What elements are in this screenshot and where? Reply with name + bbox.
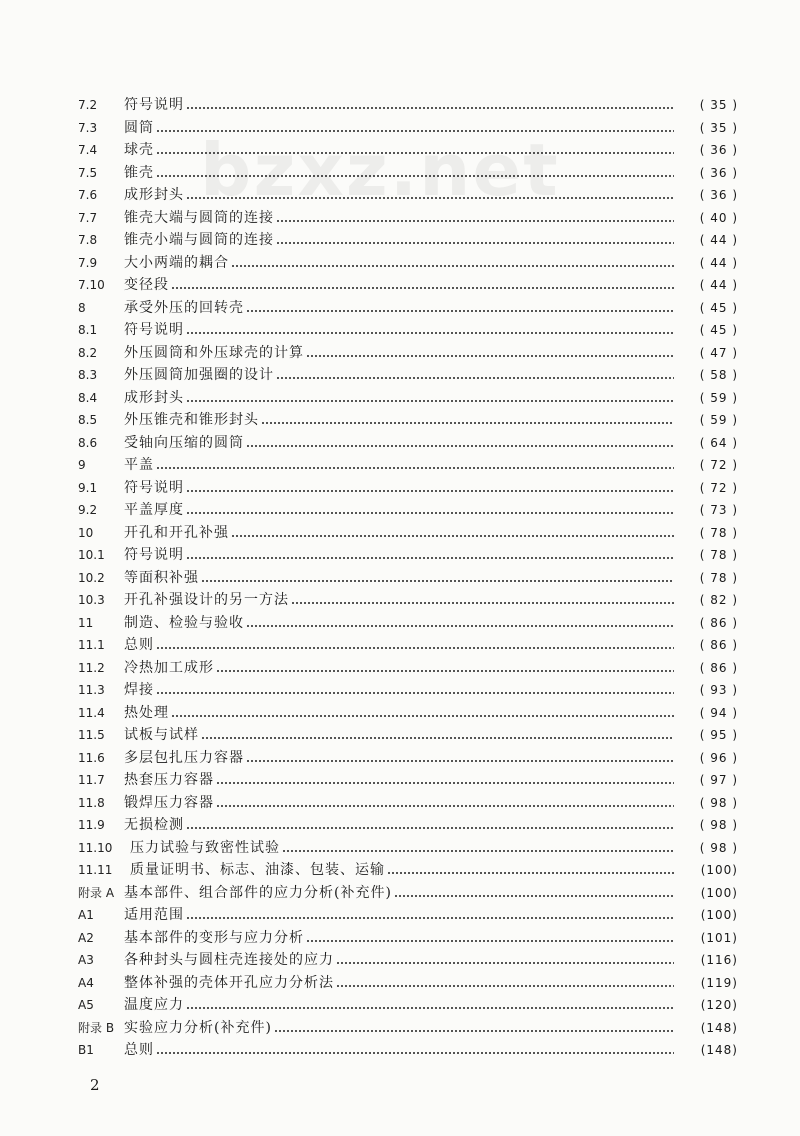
toc-entry-page: ( 64 ) [699,435,738,450]
toc-entry-page: ( 73 ) [699,503,738,517]
toc-entry-number: 附录 B [78,1020,115,1035]
toc-entry-page: (119) [700,975,738,990]
toc-entry-number: 8.3 [78,368,98,382]
toc-entry-number: A5 [78,998,94,1012]
toc-entry [78,994,738,1017]
toc-entry-number: 8.6 [78,435,98,450]
toc-entry [78,747,738,770]
toc-entry-title: 热套压力容器 [124,772,214,788]
toc-entry-number: 8 [78,300,86,315]
dot-leader [246,444,674,448]
dot-leader [274,1029,674,1033]
toc-entry-page: ( 86 ) [699,615,738,630]
dot-leader [216,781,674,785]
toc-entry-title: 球壳 [124,142,154,158]
toc-entry-number: 11.7 [78,773,105,787]
toc-entry-number: 10.2 [78,570,105,585]
toc-entry-page: ( 82 ) [699,593,738,607]
toc-entry [78,139,738,162]
toc-entry-page: ( 44 ) [699,233,738,247]
toc-entry-number: 7.5 [78,165,98,180]
toc-entry-number: 7.3 [78,120,98,135]
toc-entry-page: ( 36 ) [699,188,738,202]
toc-entry-page: ( 86 ) [699,638,738,652]
toc-entry [78,274,738,297]
toc-entry-title: 总则 [124,637,154,653]
toc-entry-page: ( 40 ) [699,210,738,225]
toc-entry-page: ( 72 ) [699,480,738,495]
toc-entry-page: ( 45 ) [699,300,738,315]
toc-entry-title: 符号说明 [124,322,184,338]
table-of-contents [78,94,738,1062]
toc-entry-page: (100) [700,908,738,922]
toc-entry-number: A1 [78,908,94,922]
toc-entry [78,387,738,410]
toc-entry-page: ( 36 ) [699,165,738,180]
dot-leader [246,624,674,628]
dot-leader [186,1006,674,1010]
toc-entry-number: 8.2 [78,345,98,360]
toc-entry [78,522,738,545]
toc-entry-title: 锥壳大端与圆筒的连接 [124,209,274,226]
toc-entry-title: 总则 [124,1042,154,1058]
dot-leader [201,579,674,583]
dot-leader [276,241,674,245]
toc-entry-page: (100) [700,885,738,900]
dot-leader [306,939,674,943]
toc-entry-title: 质量证明书、标志、油漆、包装、运输 [130,862,385,878]
toc-entry [78,837,738,860]
toc-entry [78,949,738,972]
dot-leader [186,489,674,493]
dot-leader [231,264,674,268]
toc-entry [78,657,738,680]
toc-entry-number: 7.4 [78,143,98,157]
dot-leader [186,331,674,335]
toc-entry [78,207,738,230]
toc-entry-page: ( 94 ) [699,705,738,720]
toc-entry-title: 成形封头 [124,187,184,203]
dot-leader [336,961,674,965]
dot-leader [156,691,674,695]
dot-leader [394,894,674,898]
toc-entry-number: 11.5 [78,728,105,742]
dot-leader [216,669,674,673]
toc-entry-title: 锥壳小端与圆筒的连接 [124,232,274,248]
dot-leader [291,601,674,605]
toc-entry-title: 符号说明 [124,97,184,113]
toc-entry [78,1017,738,1040]
toc-entry-title: 基本部件的变形与应力分析 [124,929,304,946]
toc-entry [78,814,738,837]
toc-entry-title: 大小两端的耦合 [124,254,229,271]
toc-entry [78,612,738,635]
toc-entry-page: (148) [700,1020,738,1035]
dot-leader [156,129,674,133]
toc-entry-page: ( 78 ) [699,525,738,540]
dot-leader [201,736,674,740]
toc-entry-page: (148) [700,1043,738,1057]
toc-entry-page: ( 95 ) [699,728,738,742]
dot-leader [246,309,674,313]
toc-entry-number: A4 [78,975,94,990]
dot-leader [306,354,674,358]
toc-entry-page: ( 45 ) [699,323,738,337]
toc-entry-page: ( 78 ) [699,570,738,585]
toc-entry-page: ( 36 ) [699,143,738,157]
toc-entry-page: ( 72 ) [699,458,738,472]
dot-leader [336,984,674,988]
toc-entry-number: 11.10 [78,840,113,855]
toc-entry [78,792,738,815]
toc-entry-page: ( 58 ) [699,368,738,382]
toc-entry [78,342,738,365]
dot-leader [387,871,674,875]
toc-entry [78,432,738,455]
dot-leader [246,759,674,763]
toc-entry-title: 外压圆筒和外压球壳的计算 [124,344,304,361]
toc-entry-title: 冷热加工成形 [124,659,214,676]
toc-entry-page: ( 35 ) [699,98,738,112]
toc-entry [78,882,738,905]
toc-entry-number: 9.1 [78,480,98,495]
toc-entry-page: ( 47 ) [699,345,738,360]
toc-entry-number: A3 [78,953,94,967]
toc-entry-title: 圆筒 [124,119,154,136]
toc-entry-title: 基本部件、组合部件的应力分析(补充件) [124,884,392,901]
toc-entry-title: 符号说明 [124,547,184,563]
toc-entry [78,589,738,612]
toc-entry-number: 7.9 [78,255,98,270]
toc-entry-title: 平盖 [124,457,154,473]
toc-entry-number: B1 [78,1043,94,1057]
toc-entry-number: 8.5 [78,413,98,427]
toc-entry-title: 符号说明 [124,479,184,496]
toc-entry-number: 10 [78,525,94,540]
toc-entry [78,162,738,185]
toc-entry [78,634,738,657]
dot-leader [186,556,674,560]
toc-entry [78,702,738,725]
toc-entry [78,229,738,252]
toc-entry-number: 7.10 [78,278,105,292]
toc-entry [78,319,738,342]
page-number: 2 [90,1076,100,1094]
toc-entry [78,544,738,567]
dot-leader [261,421,674,425]
toc-entry-title: 整体补强的壳体开孔应力分析法 [124,974,334,991]
toc-entry-number: 7.2 [78,98,98,112]
toc-entry-number: 8.4 [78,390,98,405]
toc-entry-title: 等面积补强 [124,569,199,586]
toc-entry [78,184,738,207]
toc-entry-title: 受轴向压缩的圆筒 [124,434,244,451]
toc-entry-number: 11.3 [78,683,105,697]
toc-entry-title: 开孔和开孔补强 [124,524,229,541]
toc-entry-page: ( 35 ) [699,120,738,135]
toc-entry-number: 11.4 [78,705,105,720]
toc-entry [78,972,738,995]
toc-entry-number: 11.9 [78,818,105,832]
toc-entry-page: (100) [700,863,738,877]
dot-leader [276,219,674,223]
toc-entry-title: 开孔补强设计的另一方法 [124,592,289,608]
toc-entry-title: 锻焊压力容器 [124,794,214,811]
dot-leader [186,399,674,403]
toc-entry-title: 承受外压的回转壳 [124,299,244,316]
toc-entry [78,769,738,792]
toc-entry [78,364,738,387]
toc-entry [78,94,738,117]
toc-entry [78,252,738,275]
toc-entry-page: ( 98 ) [699,795,738,810]
dot-leader [156,466,674,470]
toc-entry [78,567,738,590]
toc-entry-title: 温度应力 [124,997,184,1013]
toc-entry-number: 8.1 [78,323,98,337]
toc-entry-number: 10.1 [78,548,105,562]
toc-entry-title: 各种封头与圆柱壳连接处的应力 [124,952,334,968]
toc-entry-title: 锥壳 [124,164,154,181]
toc-entry-page: ( 86 ) [699,660,738,675]
toc-entry [78,904,738,927]
toc-entry [78,859,738,882]
dot-leader [156,1051,674,1055]
toc-entry-page: ( 93 ) [699,683,738,697]
dot-leader [171,714,674,718]
dot-leader [156,174,674,178]
dot-leader [231,534,674,538]
toc-entry-number: 7.8 [78,233,98,247]
toc-entry [78,409,738,432]
dot-leader [276,376,674,380]
toc-entry [78,454,738,477]
toc-entry-title: 成形封头 [124,389,184,406]
toc-entry [78,117,738,140]
toc-entry-number: A2 [78,930,94,945]
dot-leader [186,106,674,110]
toc-entry-number: 9 [78,458,86,472]
dot-leader [186,826,674,830]
toc-entry-title: 平盖厚度 [124,502,184,518]
toc-entry-title: 多层包扎压力容器 [124,749,244,766]
toc-entry [78,927,738,950]
toc-entry-page: (101) [700,930,738,945]
toc-entry-page: ( 59 ) [699,390,738,405]
toc-entry-number: 附录 A [78,885,115,900]
dot-leader [156,646,674,650]
dot-leader [186,916,674,920]
dot-leader [282,849,674,853]
toc-entry-number: 11.11 [78,863,113,877]
toc-entry-page: (120) [700,998,738,1012]
toc-entry-number: 9.2 [78,503,98,517]
toc-entry-page: ( 98 ) [699,818,738,832]
toc-entry-title: 热处理 [124,704,169,721]
toc-entry [78,1039,738,1062]
toc-entry-number: 10.3 [78,593,105,607]
toc-entry [78,724,738,747]
toc-entry [78,297,738,320]
toc-entry-title: 压力试验与致密性试验 [130,839,280,856]
toc-entry-number: 11.6 [78,750,105,765]
dot-leader [186,196,674,200]
dot-leader [171,286,674,290]
toc-entry-page: ( 44 ) [699,255,738,270]
toc-entry-page: ( 59 ) [699,413,738,427]
toc-entry-title: 试板与试样 [124,727,199,743]
toc-entry-number: 11 [78,615,94,630]
toc-entry-page: ( 44 ) [699,278,738,292]
toc-entry-number: 7.7 [78,210,98,225]
watermark: bzxz.net [200,128,560,212]
toc-entry [78,499,738,522]
toc-entry-page: (116) [700,953,738,967]
toc-entry-title: 无损检测 [124,817,184,833]
toc-entry-number: 7.6 [78,188,98,202]
toc-entry-page: ( 98 ) [699,840,738,855]
dot-leader [216,804,674,808]
toc-entry-number: 11.8 [78,795,105,810]
toc-entry-title: 制造、检验与验收 [124,614,244,631]
toc-entry [78,477,738,500]
dot-leader [156,151,674,155]
toc-entry [78,679,738,702]
toc-entry-title: 实验应力分析(补充件) [124,1019,272,1036]
toc-entry-page: ( 78 ) [699,548,738,562]
toc-entry-title: 焊接 [124,682,154,698]
dot-leader [186,511,674,515]
toc-entry-page: ( 97 ) [699,773,738,787]
toc-entry-title: 外压锥壳和锥形封头 [124,412,259,428]
toc-entry-page: ( 96 ) [699,750,738,765]
toc-entry-number: 11.2 [78,660,105,675]
toc-entry-title: 外压圆筒加强圈的设计 [124,367,274,383]
toc-entry-title: 适用范围 [124,907,184,923]
toc-entry-number: 11.1 [78,638,105,652]
toc-entry-title: 变径段 [124,277,169,293]
